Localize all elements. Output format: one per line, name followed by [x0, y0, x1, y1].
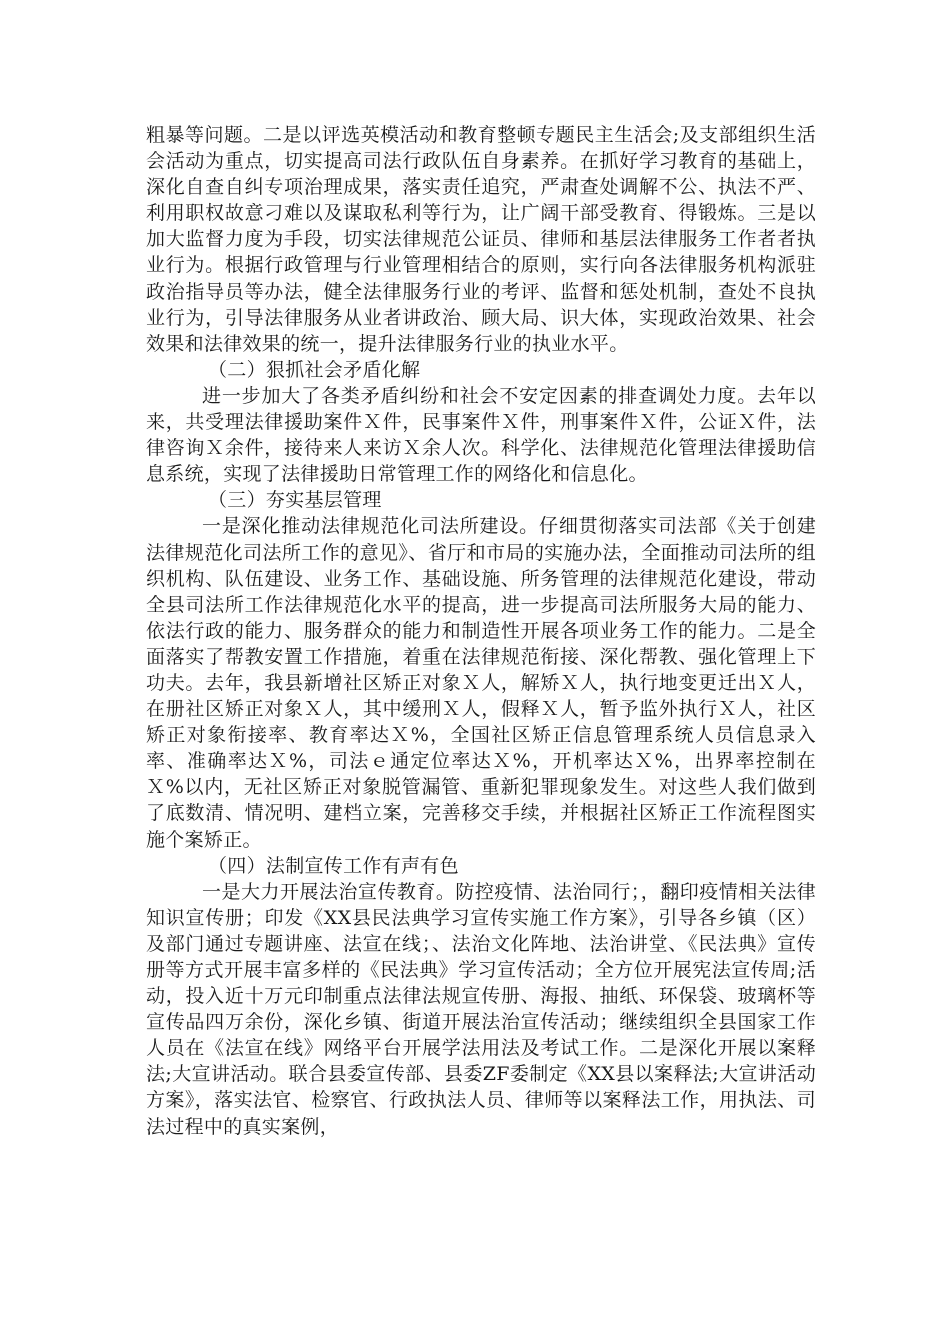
- paragraph-legal-publicity: 一是大力开展法治宣传教育。防控疫情、法治同行；，翻印疫情相关法律知识宣传册；印发《XX县民法典学习宣传实施工作方案》，引导各乡镇（区）及部门通过专题讲座、法宣在线；、法治文化阵地、法治讲堂、《民法典》宣传册等方式开展丰富多样的《民法典》学习宣传活动；全方位开展宪法宣传周;活动，投入近十万元印制重点法律法规宣传册、海报、抽纸、环保袋、玻璃杯等宣传品四万余份，深化乡镇、街道开展法治宣传活动；继续组织全县国家工作人员在《法宣在线》网络平台开展学法用法及考试工作。二是深化开展以案释法;大宣讲活动。联合县委宣传部、县委ZF委制定《XX县以案释法;大宣讲活动方案》，落实法官、检察官、行政执法人员、律师等以案释法工作，用执法、司法过程中的真实案例，: [146, 880, 816, 1138]
- paragraph-conflict-resolution: 进一步加大了各类矛盾纠纷和社会不安定因素的排查调处力度。去年以来，共受理法律援助案件Ｘ件，民事案件Ｘ件，刑事案件Ｘ件，公证Ｘ件，法律咨询Ｘ余件，接待来人来访Ｘ余人次。科学化、法律规范化管理法律援助信息系统，实现了法律援助日常管理工作的网络化和信息化。: [146, 384, 816, 486]
- section-heading-2: （二）狠抓社会矛盾化解: [208, 358, 421, 381]
- paragraph-grassroots-management: 一是深化推动法律规范化司法所建设。仔细贯彻落实司法部《关于创建法律规范化司法所工作的意见》、省厅和市局的实施办法，全面推动司法所的组织机构、队伍建设、业务工作、基础设施、所务管理的法律规范化建设，带动全县司法所工作法律规范化水平的提高，进一步提高司法所服务大局的能力、依法行政的能力、服务群众的能力和制造性开展各项业务工作的能力。二是全面落实了帮教安置工作措施，着重在法律规范衔接、深化帮教、强化管理上下功夫。去年，我县新增社区矫正对象Ｘ人，解矫Ｘ人，执行地变更迁出Ｘ人，在册社区矫正对象Ｘ人，其中缓刑Ｘ人，假释Ｘ人，暂予监外执行Ｘ人，社区矫正对象衔接率、教育率达Ｘ%，全国社区矫正信息管理系统人员信息录入率、准确率达Ｘ%，司法ｅ通定位率达Ｘ%，开机率达Ｘ%，出界率控制在Ｘ%以内，无社区矫正对象脱管漏管、重新犯罪现象发生。对这些人我们做到了底数清、情况明、建档立案，完善移交手续，并根据社区矫正工作流程图实施个案矫正。: [146, 515, 816, 851]
- section-heading-3: （三）夯实基层管理: [208, 489, 382, 512]
- section-heading-4: （四）法制宣传工作有声有色: [208, 854, 459, 877]
- paragraph-continuation: 粗暴等问题。二是以评选英模活动和教育整顿专题民主生活会;及支部组织生活会活动为重点，切实提高司法行政队伍自身素养。在抓好学习教育的基础上，深化自查自纠专项治理成果，落实责任追究，严肃查处调解不公、执法不严、利用职权故意刁难以及谋取私利等行为，让广阔干部受教育、得锻炼。三是以加大监督力度为手段，切实法律规范公证员、律师和基层法律服务工作者者执业行为。根据行政管理与行业管理相结合的原则，实行向各法律服务机构派驻政治指导员等办法，健全法律服务行业的考评、监督和惩处机制，查处不良执业行为，引导法律服务从业者讲政治、顾大局、识大体，实现政治效果、社会效果和法律效果的统一，提升法律服务行业的执业水平。: [146, 124, 816, 355]
- document-page: [146, 122, 816, 1140]
